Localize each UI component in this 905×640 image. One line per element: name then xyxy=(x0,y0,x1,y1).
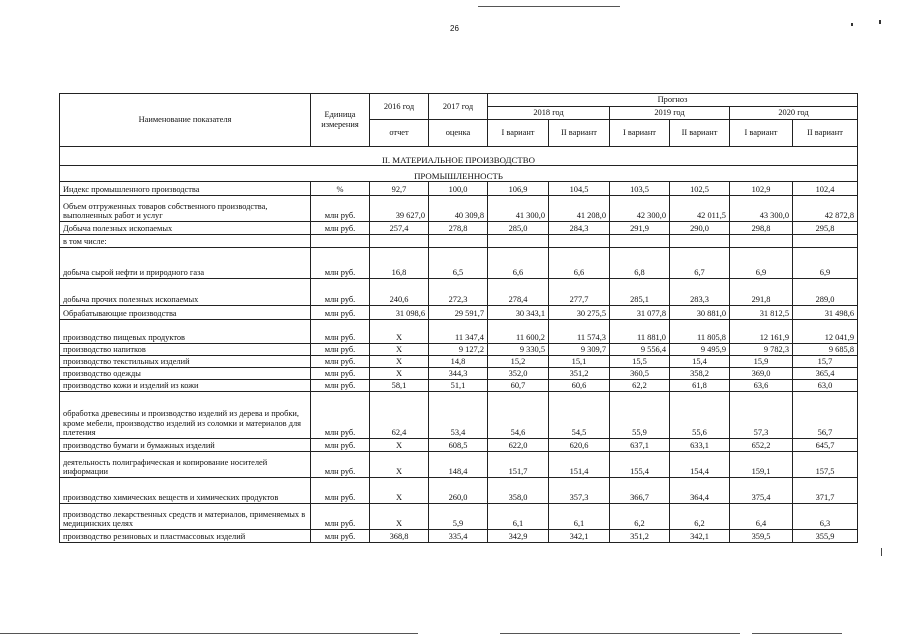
cell-2020-v1: 159,1 xyxy=(730,452,793,478)
table-row xyxy=(60,182,858,196)
cell-2020-v2: 42 872,8 xyxy=(793,196,858,222)
cell-2020-v1: 57,3 xyxy=(730,392,793,439)
header-2018: 2018 год xyxy=(488,107,610,120)
cell-2018-v1: 15,2 xyxy=(488,356,549,368)
cell-2019-v2: 364,4 xyxy=(670,478,730,504)
section-material: II. МАТЕРИАЛЬНОЕ ПРОИЗВОДСТВО xyxy=(60,147,858,166)
cell-2019-v1: 351,2 xyxy=(610,530,670,543)
cell-2017: 608,5 xyxy=(429,439,488,452)
cell-2020-v2: 102,4 xyxy=(793,182,858,196)
cell-2017: 29 591,7 xyxy=(429,306,488,320)
cell-2019-v1: 285,1 xyxy=(610,279,670,306)
section-row xyxy=(60,147,858,166)
row-name: производство бумаги и бумажных изделий xyxy=(60,439,311,452)
table-row xyxy=(60,320,858,344)
cell-2017: 344,3 xyxy=(429,368,488,380)
row-unit: % xyxy=(311,182,370,196)
table-row xyxy=(60,530,858,543)
cell-2019-v1 xyxy=(610,235,670,248)
cell-2018-v1: 358,0 xyxy=(488,478,549,504)
cell-2018-v2: 620,6 xyxy=(549,439,610,452)
scan-bottom-rule xyxy=(752,633,842,634)
cell-2018-v2 xyxy=(549,235,610,248)
cell-2018-v1: 352,0 xyxy=(488,368,549,380)
row-name: производство кожи и изделий из кожи xyxy=(60,380,311,392)
table-row xyxy=(60,439,858,452)
cell-2020-v1: 291,8 xyxy=(730,279,793,306)
row-unit: млн руб. xyxy=(311,196,370,222)
cell-2018-v1: 622,0 xyxy=(488,439,549,452)
row-name: Объем отгруженных товаров собственного производства, выполненных работ и услуг xyxy=(60,196,311,222)
row-name: Обрабатывающие производства xyxy=(60,306,311,320)
table-row xyxy=(60,306,858,320)
cell-2019-v2: 55,6 xyxy=(670,392,730,439)
cell-2020-v1: 9 782,3 xyxy=(730,344,793,356)
cell-2018-v2: 284,3 xyxy=(549,222,610,235)
cell-2016: X xyxy=(370,478,429,504)
row-name: добыча прочих полезных ископаемых xyxy=(60,279,311,306)
cell-2018-v1: 54,6 xyxy=(488,392,549,439)
cell-2019-v1: 360,5 xyxy=(610,368,670,380)
cell-2019-v1: 9 556,4 xyxy=(610,344,670,356)
cell-2019-v2: 42 011,5 xyxy=(670,196,730,222)
scan-bottom-rule xyxy=(0,633,418,634)
cell-2019-v2: 633,1 xyxy=(670,439,730,452)
section-industry: ПРОМЫШЛЕННОСТЬ xyxy=(60,166,858,182)
table-row xyxy=(60,478,858,504)
table-row xyxy=(60,356,858,368)
cell-2020-v2: 371,7 xyxy=(793,478,858,504)
cell-2020-v2: 6,3 xyxy=(793,504,858,530)
table-row xyxy=(60,392,858,439)
row-unit: млн руб. xyxy=(311,279,370,306)
cell-2019-v1: 42 300,0 xyxy=(610,196,670,222)
table-row xyxy=(60,504,858,530)
cell-2020-v1: 31 812,5 xyxy=(730,306,793,320)
table-row xyxy=(60,279,858,306)
header-estimate: оценка xyxy=(429,120,488,147)
cell-2018-v1: 285,0 xyxy=(488,222,549,235)
cell-2017: 14,8 xyxy=(429,356,488,368)
cell-2019-v2: 342,1 xyxy=(670,530,730,543)
cell-2018-v2: 9 309,7 xyxy=(549,344,610,356)
header-2020-v1: I вариант xyxy=(730,120,793,147)
cell-2016: X xyxy=(370,504,429,530)
cell-2020-v1: 102,9 xyxy=(730,182,793,196)
header-2019: 2019 год xyxy=(610,107,730,120)
cell-2020-v1: 298,8 xyxy=(730,222,793,235)
cell-2020-v2: 289,0 xyxy=(793,279,858,306)
row-unit: млн руб. xyxy=(311,248,370,279)
cell-2017: 11 347,4 xyxy=(429,320,488,344)
scan-speck xyxy=(879,20,881,24)
cell-2020-v1: 43 300,0 xyxy=(730,196,793,222)
cell-2020-v2: 56,7 xyxy=(793,392,858,439)
page-number: 26 xyxy=(450,24,459,33)
cell-2016: 16,8 xyxy=(370,248,429,279)
row-unit: млн руб. xyxy=(311,392,370,439)
header-2019-v1: I вариант xyxy=(610,120,670,147)
row-unit xyxy=(311,235,370,248)
header-unit: Единица измерения xyxy=(311,94,370,147)
cell-2020-v1: 375,4 xyxy=(730,478,793,504)
cell-2016: 39 627,0 xyxy=(370,196,429,222)
table-row xyxy=(60,452,858,478)
header-2020: 2020 год xyxy=(730,107,858,120)
cell-2020-v1: 12 161,9 xyxy=(730,320,793,344)
forecast-table xyxy=(59,93,858,543)
cell-2020-v1: 63,6 xyxy=(730,380,793,392)
cell-2019-v2: 9 495,9 xyxy=(670,344,730,356)
cell-2018-v2: 6,1 xyxy=(549,504,610,530)
cell-2019-v1: 103,5 xyxy=(610,182,670,196)
row-unit: млн руб. xyxy=(311,306,370,320)
cell-2019-v2: 61,8 xyxy=(670,380,730,392)
cell-2016: X xyxy=(370,439,429,452)
cell-2019-v1: 6,8 xyxy=(610,248,670,279)
cell-2016: 368,8 xyxy=(370,530,429,543)
cell-2016 xyxy=(370,235,429,248)
cell-2019-v1: 31 077,8 xyxy=(610,306,670,320)
cell-2016: 31 098,6 xyxy=(370,306,429,320)
cell-2016: 62,4 xyxy=(370,392,429,439)
cell-2017: 148,4 xyxy=(429,452,488,478)
cell-2019-v1: 291,9 xyxy=(610,222,670,235)
cell-2020-v2: 365,4 xyxy=(793,368,858,380)
cell-2016: 92,7 xyxy=(370,182,429,196)
header-2020-v2: II вариант xyxy=(793,120,858,147)
cell-2018-v2: 351,2 xyxy=(549,368,610,380)
cell-2019-v1: 155,4 xyxy=(610,452,670,478)
cell-2016: 58,1 xyxy=(370,380,429,392)
row-unit: млн руб. xyxy=(311,320,370,344)
cell-2020-v2: 6,9 xyxy=(793,248,858,279)
cell-2020-v2: 645,7 xyxy=(793,439,858,452)
row-name: добыча сырой нефти и природного газа xyxy=(60,248,311,279)
cell-2018-v2: 11 574,3 xyxy=(549,320,610,344)
cell-2017: 260,0 xyxy=(429,478,488,504)
section-row xyxy=(60,166,858,182)
cell-2018-v2: 41 208,0 xyxy=(549,196,610,222)
cell-2018-v2: 151,4 xyxy=(549,452,610,478)
cell-2020-v2: 31 498,6 xyxy=(793,306,858,320)
row-name: производство лекарственных средств и материалов, применяемых в медицинских целях xyxy=(60,504,311,530)
cell-2017: 6,5 xyxy=(429,248,488,279)
table-row xyxy=(60,196,858,222)
cell-2018-v2: 104,5 xyxy=(549,182,610,196)
table-row xyxy=(60,248,858,279)
cell-2018-v1: 30 343,1 xyxy=(488,306,549,320)
table-row xyxy=(60,222,858,235)
header-2016: 2016 год xyxy=(370,94,429,120)
cell-2020-v1: 6,4 xyxy=(730,504,793,530)
row-name: производство текстильных изделий xyxy=(60,356,311,368)
cell-2020-v2: 355,9 xyxy=(793,530,858,543)
row-name: обработка древесины и производство изделий из дерева и пробки, кроме мебели, производство изделий из соломки и материалов для плетения xyxy=(60,392,311,439)
cell-2018-v1: 151,7 xyxy=(488,452,549,478)
row-name: производство одежды xyxy=(60,368,311,380)
header-report: отчет xyxy=(370,120,429,147)
row-name: производство химических веществ и химических продуктов xyxy=(60,478,311,504)
cell-2017: 51,1 xyxy=(429,380,488,392)
cell-2018-v2: 60,6 xyxy=(549,380,610,392)
cell-2019-v1: 637,1 xyxy=(610,439,670,452)
row-name: Индекс промышленного производства xyxy=(60,182,311,196)
table-row xyxy=(60,235,858,248)
cell-2018-v2: 15,1 xyxy=(549,356,610,368)
table-row xyxy=(60,344,858,356)
cell-2017 xyxy=(429,235,488,248)
cell-2018-v2: 30 275,5 xyxy=(549,306,610,320)
cell-2018-v2: 6,6 xyxy=(549,248,610,279)
cell-2016: X xyxy=(370,356,429,368)
cell-2019-v2: 6,2 xyxy=(670,504,730,530)
cell-2018-v2: 342,1 xyxy=(549,530,610,543)
cell-2019-v1: 55,9 xyxy=(610,392,670,439)
cell-2019-v2: 290,0 xyxy=(670,222,730,235)
row-unit: млн руб. xyxy=(311,368,370,380)
scan-top-rule xyxy=(478,6,620,7)
cell-2019-v2: 154,4 xyxy=(670,452,730,478)
cell-2017: 40 309,8 xyxy=(429,196,488,222)
cell-2018-v1 xyxy=(488,235,549,248)
cell-2016: X xyxy=(370,452,429,478)
cell-2017: 9 127,2 xyxy=(429,344,488,356)
cell-2019-v2: 283,3 xyxy=(670,279,730,306)
cell-2020-v2: 295,8 xyxy=(793,222,858,235)
cell-2020-v2: 9 685,8 xyxy=(793,344,858,356)
cell-2019-v1: 15,5 xyxy=(610,356,670,368)
scan-edge-mark xyxy=(881,548,882,556)
cell-2019-v1: 11 881,0 xyxy=(610,320,670,344)
cell-2020-v1: 6,9 xyxy=(730,248,793,279)
row-name: производство резиновых и пластмассовых изделий xyxy=(60,530,311,543)
header-forecast: Прогноз xyxy=(488,94,858,107)
header-2018-v2: II вариант xyxy=(549,120,610,147)
row-unit: млн руб. xyxy=(311,478,370,504)
cell-2019-v2 xyxy=(670,235,730,248)
row-name: Добыча полезных ископаемых xyxy=(60,222,311,235)
cell-2017: 100,0 xyxy=(429,182,488,196)
cell-2019-v2: 6,7 xyxy=(670,248,730,279)
cell-2020-v2: 157,5 xyxy=(793,452,858,478)
cell-2016: X xyxy=(370,344,429,356)
header-2019-v2: II вариант xyxy=(670,120,730,147)
cell-2018-v1: 106,9 xyxy=(488,182,549,196)
cell-2020-v1: 15,9 xyxy=(730,356,793,368)
cell-2016: X xyxy=(370,368,429,380)
header-2017: 2017 год xyxy=(429,94,488,120)
cell-2017: 53,4 xyxy=(429,392,488,439)
cell-2018-v1: 9 330,5 xyxy=(488,344,549,356)
cell-2020-v1: 359,5 xyxy=(730,530,793,543)
cell-2018-v1: 11 600,2 xyxy=(488,320,549,344)
cell-2019-v2: 102,5 xyxy=(670,182,730,196)
row-name: производство напитков xyxy=(60,344,311,356)
row-unit: млн руб. xyxy=(311,530,370,543)
row-unit: млн руб. xyxy=(311,380,370,392)
cell-2020-v2 xyxy=(793,235,858,248)
row-name: в том числе: xyxy=(60,235,311,248)
cell-2018-v2: 277,7 xyxy=(549,279,610,306)
cell-2018-v2: 357,3 xyxy=(549,478,610,504)
cell-2016: X xyxy=(370,320,429,344)
cell-2018-v1: 6,6 xyxy=(488,248,549,279)
row-name: производство пищевых продуктов xyxy=(60,320,311,344)
row-unit: млн руб. xyxy=(311,504,370,530)
cell-2016: 257,4 xyxy=(370,222,429,235)
cell-2020-v2: 12 041,9 xyxy=(793,320,858,344)
cell-2018-v1: 6,1 xyxy=(488,504,549,530)
cell-2017: 335,4 xyxy=(429,530,488,543)
cell-2018-v1: 278,4 xyxy=(488,279,549,306)
cell-2019-v2: 358,2 xyxy=(670,368,730,380)
cell-2017: 5,9 xyxy=(429,504,488,530)
cell-2018-v1: 60,7 xyxy=(488,380,549,392)
cell-2020-v2: 15,7 xyxy=(793,356,858,368)
cell-2020-v1: 369,0 xyxy=(730,368,793,380)
scan-bottom-rule xyxy=(500,633,740,634)
cell-2020-v2: 63,0 xyxy=(793,380,858,392)
scan-speck xyxy=(851,23,853,26)
table-row xyxy=(60,368,858,380)
header-row xyxy=(60,94,858,107)
cell-2017: 272,3 xyxy=(429,279,488,306)
header-indicator: Наименование показателя xyxy=(60,94,311,147)
cell-2018-v2: 54,5 xyxy=(549,392,610,439)
row-unit: млн руб. xyxy=(311,356,370,368)
cell-2017: 278,8 xyxy=(429,222,488,235)
cell-2019-v2: 15,4 xyxy=(670,356,730,368)
cell-2019-v1: 6,2 xyxy=(610,504,670,530)
cell-2019-v2: 11 805,8 xyxy=(670,320,730,344)
cell-2019-v2: 30 881,0 xyxy=(670,306,730,320)
cell-2019-v1: 62,2 xyxy=(610,380,670,392)
row-unit: млн руб. xyxy=(311,344,370,356)
cell-2020-v1: 652,2 xyxy=(730,439,793,452)
cell-2018-v1: 342,9 xyxy=(488,530,549,543)
row-unit: млн руб. xyxy=(311,439,370,452)
row-name: деятельность полиграфическая и копирование носителей информации xyxy=(60,452,311,478)
cell-2018-v1: 41 300,0 xyxy=(488,196,549,222)
cell-2020-v1 xyxy=(730,235,793,248)
header-2018-v1: I вариант xyxy=(488,120,549,147)
row-unit: млн руб. xyxy=(311,222,370,235)
cell-2019-v1: 366,7 xyxy=(610,478,670,504)
row-unit: млн руб. xyxy=(311,452,370,478)
table-row xyxy=(60,380,858,392)
cell-2016: 240,6 xyxy=(370,279,429,306)
